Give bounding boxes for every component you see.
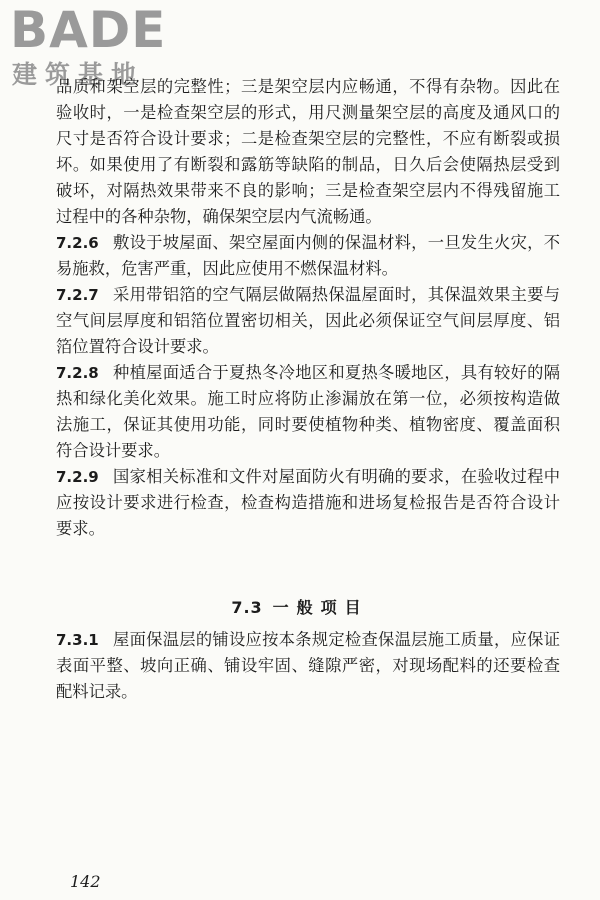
clause-7-2-8 [56, 360, 560, 464]
paragraph-continuation [56, 74, 560, 230]
body-text-lower [56, 627, 560, 705]
logo-chinese: 建筑基地 [12, 60, 145, 89]
clause-text: 屋面保温层的铺设应按本条规定检查保温层施工质量，应保证表面平整、坡向正确、铺设牢固、缝隙严密，对现场配料的还要检查配料记录。 [56, 630, 560, 701]
clause-text: 种植屋面适合于夏热冬冷地区和夏热冬暖地区，具有较好的隔热和绿化美化效果。施工时应将防止渗漏放在第一位，必须按构造做法施工，保证其使用功能，同时要使植物种类、植物密度、覆盖面积符合设计要求。 [56, 363, 560, 460]
paragraph-text: 品质和架空层的完整性；三是架空层内应畅通，不得有杂物。因此在验收时，一是检查架空层的形式，用尺测量架空层的高度及通风口的尺寸是否符合设计要求；二是检查架空层的完整性，不应有断裂或损坏。如果使用了有断裂和露筋等缺陷的制品，日久后会使隔热层受到破坏，对隔热效果带来不良的影响；三是检查架空层内不得残留施工过程中的各种杂物，确保架空层内气流畅通。 [56, 77, 560, 226]
page-number: 142 [70, 872, 101, 891]
clause-7-2-6 [56, 230, 560, 282]
clause-7-2-9 [56, 464, 560, 542]
section-number: 7.3 [231, 598, 263, 617]
logo-wordmark: BADE [10, 1, 167, 59]
clause-7-3-1 [56, 627, 560, 705]
clause-7-2-7 [56, 282, 560, 360]
clause-number: 7.2.7 [56, 286, 99, 304]
clause-number: 7.2.9 [56, 468, 99, 486]
clause-text: 采用带铝箔的空气隔层做隔热保温屋面时，其保温效果主要与空气间层厚度和铝箔位置密切相关，因此必须保证空气间层厚度、铝箔位置符合设计要求。 [56, 285, 560, 356]
body-text-upper [56, 74, 560, 542]
clause-text: 敷设于坡屋面、架空屋面内侧的保温材料，一旦发生火灾，不易施救，危害严重，因此应使用不燃保温材料。 [56, 233, 560, 278]
clause-text: 国家相关标准和文件对屋面防火有明确的要求，在验收过程中应按设计要求进行检查，检查构造措施和进场复检报告是否符合设计要求。 [56, 467, 560, 538]
clause-number: 7.3.1 [56, 631, 99, 649]
section-title: 一般项目 [272, 598, 369, 617]
section-heading [0, 595, 600, 618]
clause-number: 7.2.6 [56, 234, 99, 252]
clause-number: 7.2.8 [56, 364, 99, 382]
